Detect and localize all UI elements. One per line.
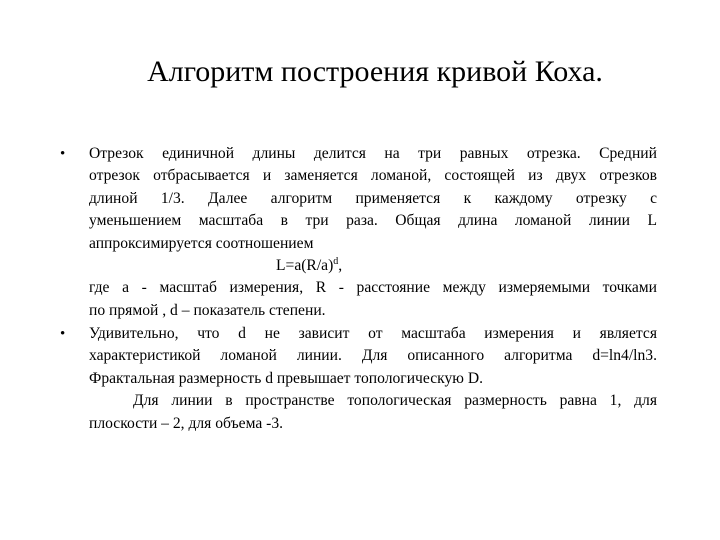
text-line: длиной 1/3. Далее алгоритм применяется к каждому отрезку с xyxy=(89,189,657,207)
text-line: Фрактальная размерность d превышает топологическую D. xyxy=(89,369,483,387)
text-line: где a - масштаб измерения, R - расстояние между измеряемыми точками xyxy=(89,279,657,297)
formula-tail: , xyxy=(338,257,343,275)
formula-base: L=a(R/a) xyxy=(276,257,334,275)
text-line: плоскости – 2, для объема -3. xyxy=(89,414,284,432)
bullet-marker-1: • xyxy=(60,146,66,162)
text-line: отрезок отбрасывается и заменяется ломаной, состоящей из двух отрезков xyxy=(89,167,657,185)
slide-title: Алгоритм построения кривой Коха. xyxy=(147,55,603,88)
text-line: Отрезок единичной длины делится на три равных отрезка. Средний xyxy=(89,145,657,162)
bullet-marker-2: • xyxy=(60,326,66,342)
formula xyxy=(89,255,657,277)
text-line: по прямой , d – показатель степени. xyxy=(89,301,326,319)
bullet-1-text xyxy=(89,143,657,322)
formula-exponent: d xyxy=(333,256,339,268)
text-line: Для линии в пространстве топологическая размерность равна 1, для xyxy=(133,392,657,410)
bullet-2-text xyxy=(89,323,657,435)
text-line: характеристикой ломаной линии. Для описанного алгоритма d=ln4/ln3. xyxy=(89,347,657,365)
text-line: уменьшением масштаба в три раза. Общая длина ломаной линии L xyxy=(89,212,657,230)
text-line: аппроксимируется соотношением xyxy=(89,234,314,252)
text-line: Удивительно, что d не зависит от масштаба измерения и является xyxy=(89,325,657,342)
